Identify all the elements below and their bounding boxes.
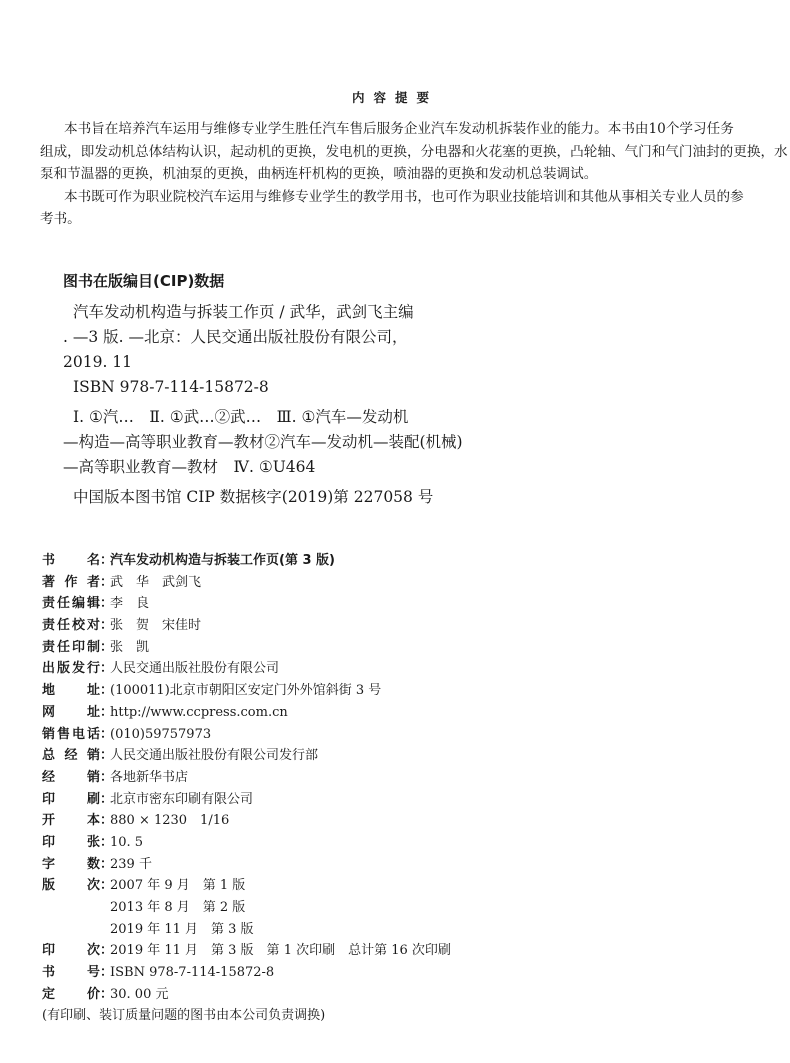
colon: ： xyxy=(100,769,114,785)
abstract-line: 考书。 xyxy=(40,211,81,227)
colophon-row xyxy=(42,680,451,702)
colophon-value: (010)59757973 xyxy=(110,726,212,742)
colophon-value: 张 凯 xyxy=(110,639,150,655)
colon: ： xyxy=(100,748,114,764)
colon: ： xyxy=(100,965,114,981)
summary-title: 内容提要 xyxy=(351,90,438,105)
colophon-row xyxy=(42,745,451,767)
colophon-label: 字数 xyxy=(42,856,100,872)
abstract-line: 本书旨在培养汽车运用与维修专业学生胜任汽车售后服务企业汽车发动机拆装作业的能力。本书由10个学习任务 xyxy=(64,121,734,137)
colophon-label: 印刷 xyxy=(42,791,100,807)
edition-continuation: 2013 年 8 月 第 2 版 xyxy=(110,900,246,915)
colophon-label: 经销 xyxy=(42,769,100,785)
colophon-label: 出版发行 xyxy=(42,661,100,677)
colophon-row xyxy=(42,962,451,984)
cip-line: Ⅰ. ①汽… Ⅱ. ①武…②武… Ⅲ. ①汽车—发动机 xyxy=(73,408,409,426)
colophon-label: 责任编辑 xyxy=(42,596,100,612)
colophon-label: 责任印制 xyxy=(42,639,100,655)
colophon-label: 书名 xyxy=(42,553,100,568)
colophon-row xyxy=(42,940,451,962)
colon: ： xyxy=(100,726,114,742)
cip-line: 汽车发动机构造与拆装工作页 / 武华，武剑飞主编 xyxy=(73,303,414,321)
colophon-label: 总经销 xyxy=(42,748,100,764)
colon: ： xyxy=(100,553,114,568)
colophon-value: 10. 5 xyxy=(110,834,144,850)
abstract-line: 组成，即发动机总体结构认识，起动机的更换，发电机的更换，分电器和火花塞的更换，凸轮轴、气门和气门油封的更换，水 xyxy=(40,143,788,160)
colon: ： xyxy=(100,661,114,677)
colon: ： xyxy=(100,834,114,850)
colophon-label: 定价 xyxy=(42,986,100,1002)
colophon-label: 责任校对 xyxy=(42,618,100,634)
colophon xyxy=(42,550,451,1027)
colon: ： xyxy=(100,618,114,634)
cip-line: —高等职业教育—教材 Ⅳ. ①U464 xyxy=(63,458,316,476)
cip-line: ISBN 978-7-114-15872-8 xyxy=(73,378,269,396)
colophon-value: 2007 年 9 月 第 1 版 xyxy=(110,878,246,894)
colon: ： xyxy=(100,683,114,699)
colophon-row xyxy=(42,572,451,594)
colophon-value: 30. 00 元 xyxy=(110,986,169,1002)
colophon-row xyxy=(42,789,451,811)
colophon-value: 人民交通出版社股份有限公司 xyxy=(110,661,280,677)
cip-data xyxy=(63,300,463,510)
colophon-row xyxy=(42,550,451,572)
colophon-row xyxy=(42,767,451,789)
colophon-row xyxy=(42,637,451,659)
colophon-row xyxy=(42,875,451,897)
colophon-row xyxy=(42,658,451,680)
colophon-value: 汽车发动机构造与拆装工作页(第 3 版) xyxy=(110,553,335,568)
colophon-row xyxy=(42,724,451,746)
colophon-value: 人民交通出版社股份有限公司发行部 xyxy=(110,748,319,764)
cip-line: 2019. 11 xyxy=(63,353,133,371)
colophon-label: 书号 xyxy=(42,965,100,981)
colon: ： xyxy=(100,639,114,655)
abstract xyxy=(40,118,788,231)
colon: ： xyxy=(100,596,114,612)
colophon-value: 880 × 1230 1/16 xyxy=(110,813,230,829)
colophon-label: 地址 xyxy=(42,683,100,699)
colon: ： xyxy=(100,574,114,590)
colophon-value: 239 千 xyxy=(110,856,152,872)
colon: ： xyxy=(100,878,114,894)
colon: ： xyxy=(100,986,114,1002)
colophon-label: 网址 xyxy=(42,704,100,720)
quality-note: (有印刷、装订质量问题的图书由本公司负责调换) xyxy=(42,1008,326,1024)
colon: ： xyxy=(100,791,114,807)
colophon-label: 印次 xyxy=(42,943,100,959)
colophon-value: http://www.ccpress.com.cn xyxy=(110,704,288,720)
colophon-value: ISBN 978-7-114-15872-8 xyxy=(110,965,275,981)
cip-line: . —3 版. —北京：人民交通出版社股份有限公司， xyxy=(63,328,408,346)
colophon-label: 著作者 xyxy=(42,574,100,590)
edition-continuation: 2019 年 11 月 第 3 版 xyxy=(110,921,254,937)
colon: ： xyxy=(100,704,114,720)
colophon-value: 李 良 xyxy=(110,596,150,612)
colophon-row xyxy=(42,832,451,854)
colophon-row xyxy=(42,593,451,615)
colophon-label: 开本 xyxy=(42,813,100,829)
colophon-label: 销售电话 xyxy=(42,726,100,742)
abstract-line: 泵和节温器的更换，机油泵的更换，曲柄连杆机构的更换，喷油器的更换和发动机总装调试。 xyxy=(40,166,598,182)
cip-line: —构造—高等职业教育—教材②汽车—发动机—装配(机械) xyxy=(63,433,463,451)
colophon-value: 2019 年 11 月 第 3 版 第 1 次印刷 总计第 16 次印刷 xyxy=(110,943,451,959)
colophon-row xyxy=(42,854,451,876)
colophon-row xyxy=(42,810,451,832)
colophon-value: 武 华 武剑飞 xyxy=(110,574,202,590)
colophon-row xyxy=(42,615,451,637)
colophon-row xyxy=(42,702,451,724)
colophon-value: 北京市密东印刷有限公司 xyxy=(110,791,254,807)
cip-title: 图书在版编目(CIP)数据 xyxy=(63,272,225,290)
colophon-value: (100011)北京市朝阳区安定门外外馆斜街 3 号 xyxy=(110,683,382,699)
colophon-label: 印张 xyxy=(42,834,100,850)
colon: ： xyxy=(100,856,114,872)
colophon-value: 张 贺 宋佳时 xyxy=(110,618,202,634)
abstract-line: 本书既可作为职业院校汽车运用与维修专业学生的教学用书，也可作为职业技能培训和其他从事相关专业人员的参 xyxy=(64,188,744,205)
colophon-row xyxy=(42,984,451,1006)
colon: ： xyxy=(100,943,114,959)
colon: ： xyxy=(100,813,114,829)
cip-line: 中国版本图书馆 CIP 数据核字(2019)第 227058 号 xyxy=(73,488,434,506)
colophon-value: 各地新华书店 xyxy=(110,769,189,785)
colophon-label: 版次 xyxy=(42,878,100,894)
